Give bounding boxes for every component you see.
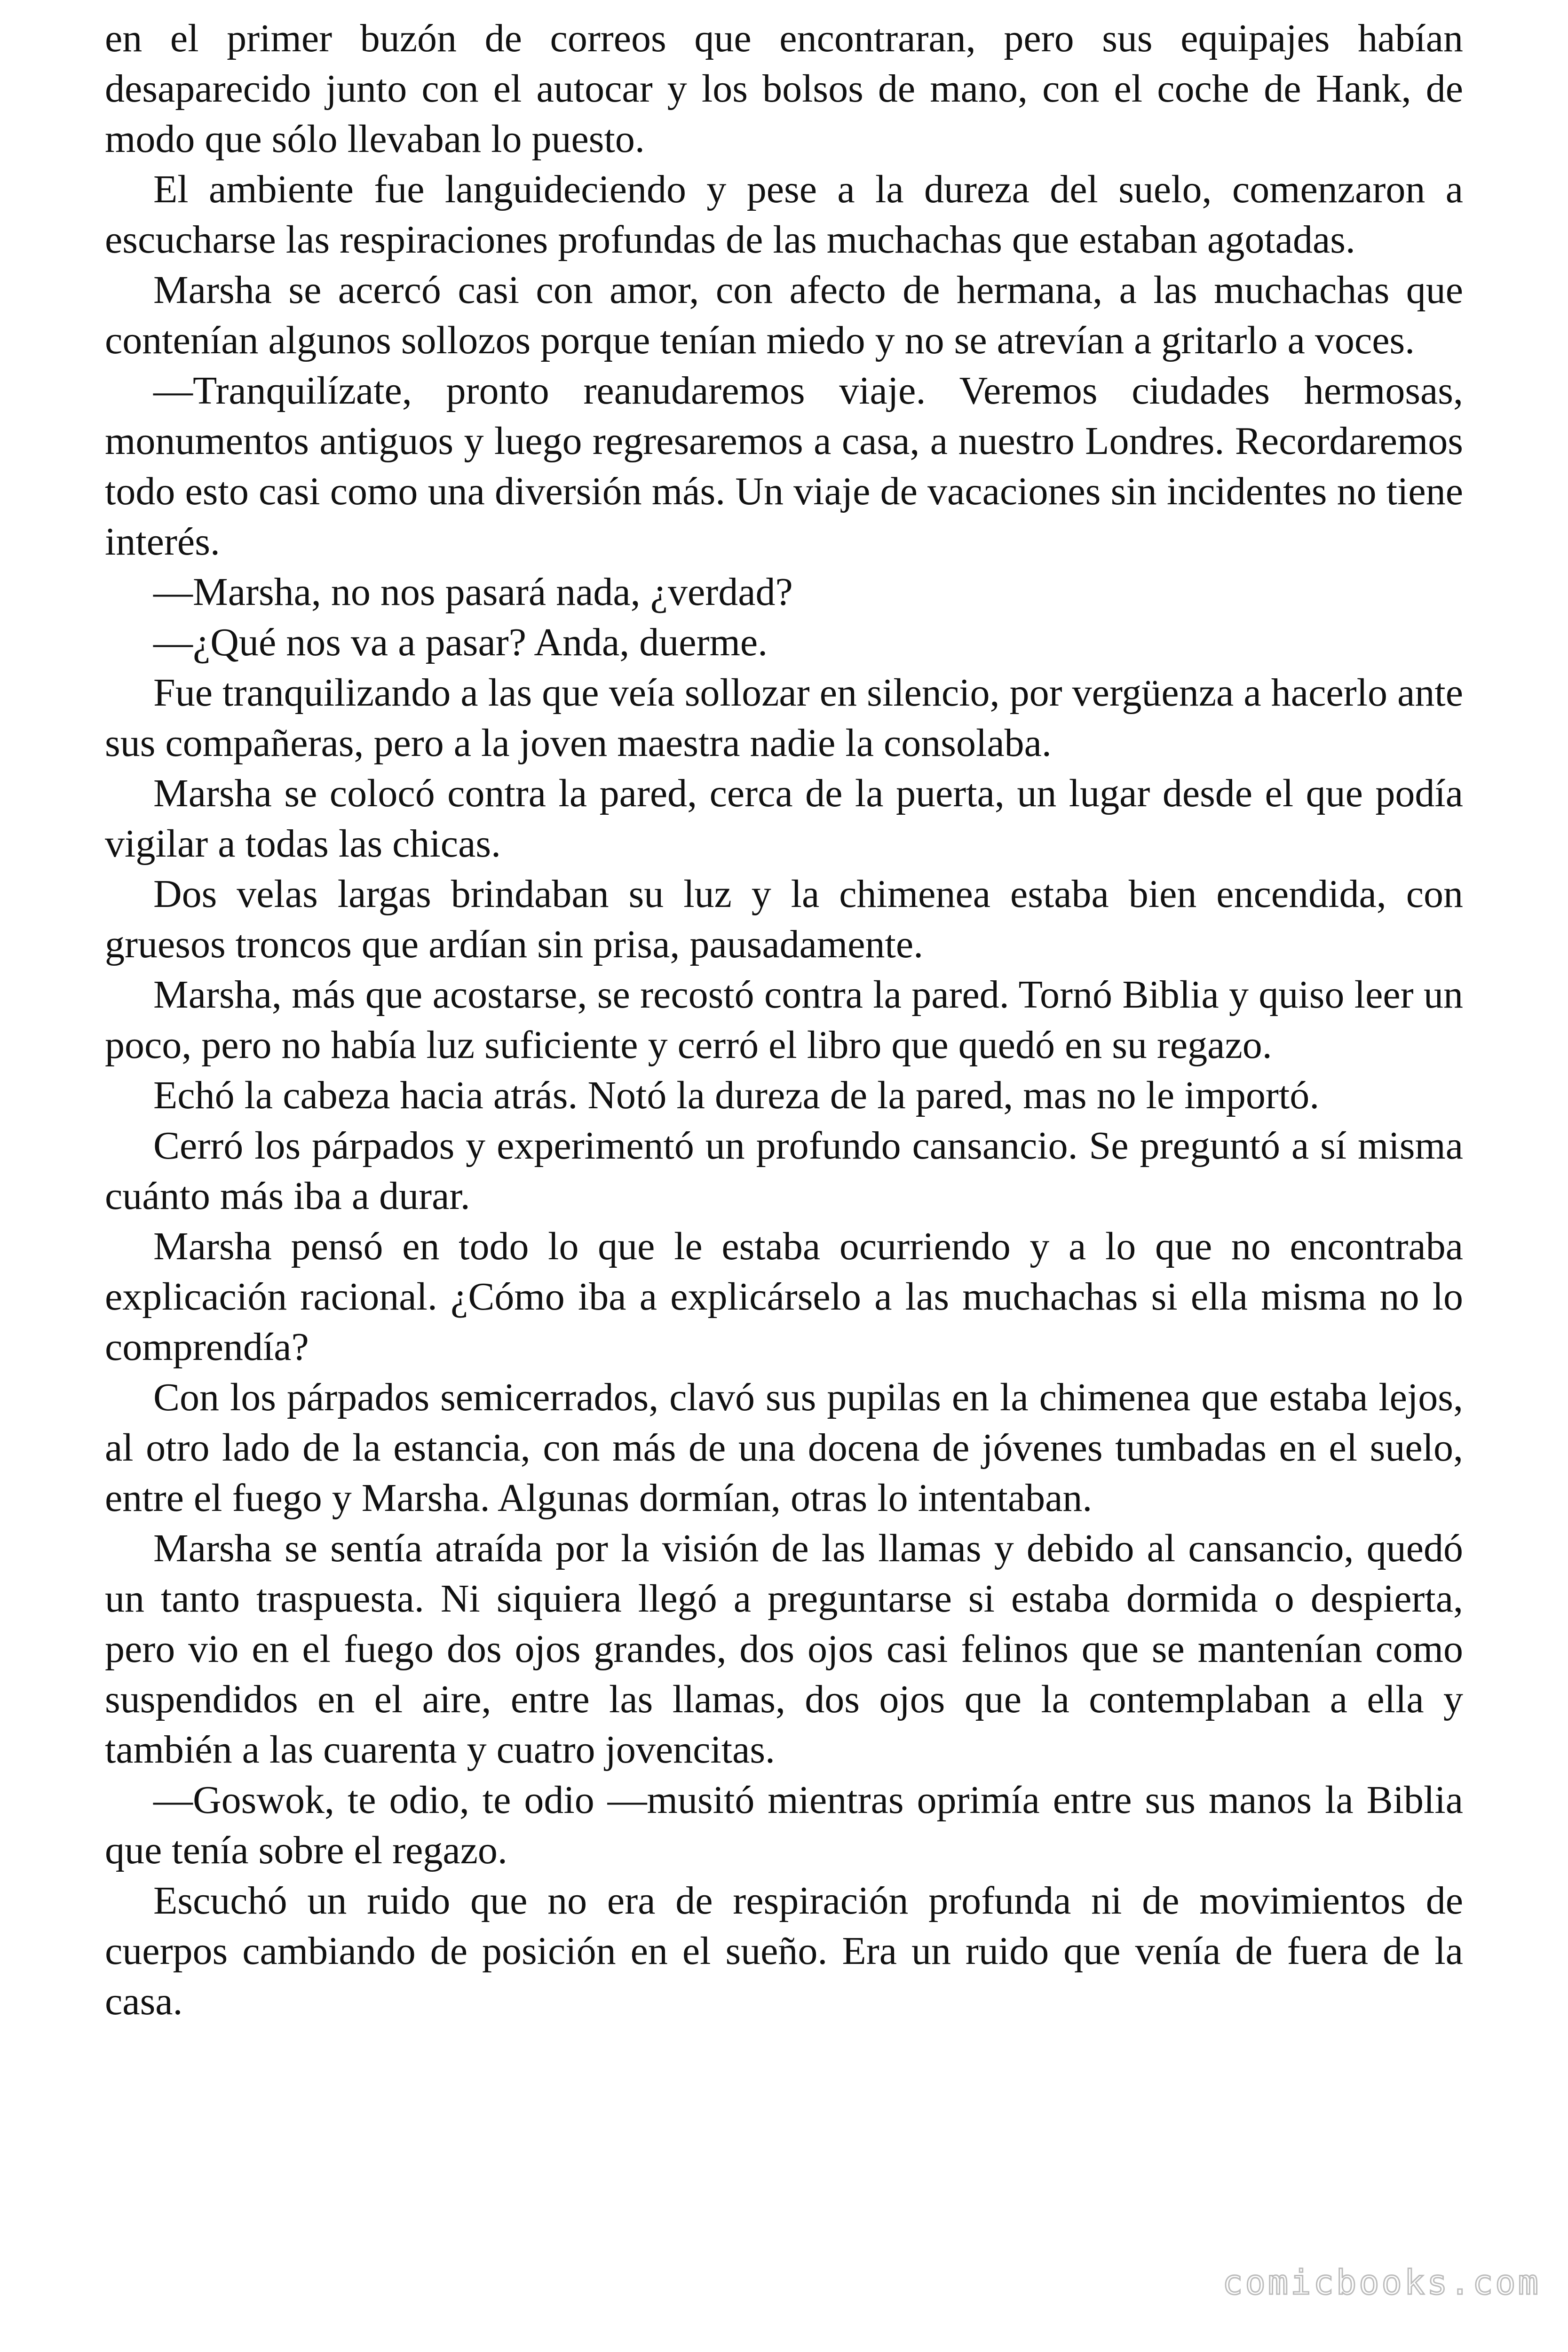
paragraph: Marsha pensó en todo lo que le estaba ocurriendo y a lo que no encontraba explicación racional. ¿Cómo iba a explicárselo a las muchachas si ella misma no lo comprendía? bbox=[105, 1224, 1463, 1369]
paragraph: Echó la cabeza hacia atrás. Notó la dureza de la pared, mas no le importó. bbox=[153, 1073, 1320, 1117]
paragraph: Marsha se acercó casi con amor, con afecto de hermana, a las muchachas que contenían algunos sollozos porque tenían miedo y no se atrevían a gritarlo a voces. bbox=[105, 268, 1463, 362]
paragraph: —Tranquilízate, pronto reanudaremos viaje. Veremos ciudades hermosas, monumentos antiguos y luego regresaremos a casa, a nuestro Londres. Recordaremos todo esto casi como una diversión más. Un viaje de vacaciones sin incidentes no tiene interés. bbox=[105, 369, 1463, 564]
paragraph: Marsha se sentía atraída por la visión de las llamas y debido al cansancio, quedó un tanto traspuesta. Ni siquiera llegó a preguntarse si estaba dormida o despierta, pero vio en el fuego dos ojos grandes, dos ojos casi felinos que se mantenían como suspendidos en el aire, entre las llamas, dos ojos que la contemplaban a ella y también a las cuarenta y cuatro jovencitas. bbox=[105, 1526, 1463, 1772]
paragraph: Marsha, más que acostarse, se recostó contra la pared. Tornó Biblia y quiso leer un poco, pero no había luz suficiente y cerró el libro que quedó en su regazo. bbox=[105, 973, 1463, 1067]
watermark: comicbooks.com bbox=[1222, 2263, 1541, 2302]
page-text bbox=[105, 13, 1463, 2026]
paragraph: Dos velas largas brindaban su luz y la chimenea estaba bien encendida, con gruesos troncos que ardían sin prisa, pausadamente. bbox=[105, 872, 1463, 966]
paragraph: Escuchó un ruido que no era de respiración profunda ni de movimientos de cuerpos cambiando de posición en el sueño. Era un ruido que venía de fuera de la casa. bbox=[105, 1879, 1463, 2023]
paragraph: Fue tranquilizando a las que veía sollozar en silencio, por vergüenza a hacerlo ante sus compañeras, pero a la joven maestra nadie la consolaba. bbox=[105, 671, 1463, 765]
paragraph: Con los párpados semicerrados, clavó sus pupilas en la chimenea que estaba lejos, al otro lado de la estancia, con más de una docena de jóvenes tumbadas en el suelo, entre el fuego y Marsha. Algunas dormían, otras lo intentaban. bbox=[105, 1375, 1463, 1520]
paragraph: Marsha se colocó contra la pared, cerca de la puerta, un lugar desde el que podía vigilar a todas las chicas. bbox=[105, 771, 1463, 866]
paragraph: en el primer buzón de correos que encontraran, pero sus equipajes habían desaparecido junto con el autocar y los bolsos de mano, con el coche de Hank, de modo que sólo llevaban lo puesto. bbox=[105, 16, 1463, 161]
paragraph: Cerró los párpados y experimentó un profundo cansancio. Se preguntó a sí misma cuánto más iba a durar. bbox=[105, 1124, 1463, 1218]
paragraph: El ambiente fue languideciendo y pese a la dureza del suelo, comenzaron a escucharse las respiraciones profundas de las muchachas que estaban agotadas. bbox=[105, 167, 1463, 262]
paragraph: —¿Qué nos va a pasar? Anda, duerme. bbox=[153, 620, 768, 664]
paragraph: —Marsha, no nos pasará nada, ¿verdad? bbox=[153, 570, 793, 614]
paragraph: —Goswok, te odio, te odio —musitó mientras oprimía entre sus manos la Biblia que tenía sobre el regazo. bbox=[105, 1778, 1463, 1872]
